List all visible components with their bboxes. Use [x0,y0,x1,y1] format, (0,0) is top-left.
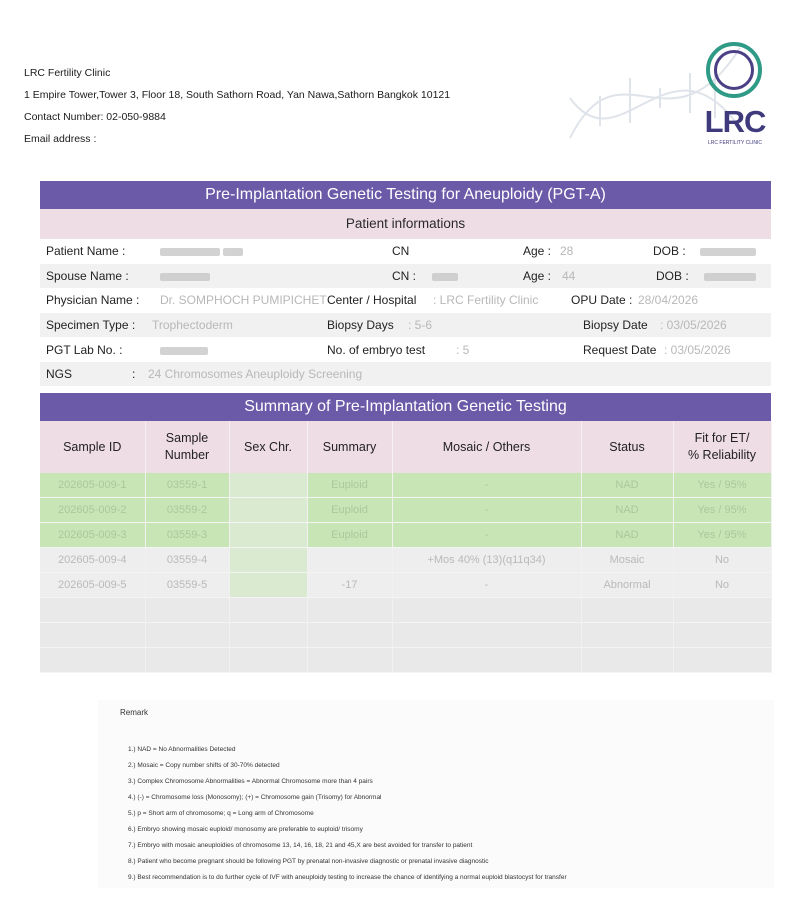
col-summary: Summary [307,421,392,473]
remark-item: 2.) Mosaic = Copy number shifts of 30-70% detected [128,762,280,769]
mosaic-result: - [392,523,581,548]
summary-result: -17 [307,573,392,598]
col-mosaic: Mosaic / Others [392,421,581,473]
opu-date-value: 28/04/2026 [638,293,699,307]
dob-label: DOB : [653,244,686,258]
fit-for-et: No [673,548,771,573]
table-row [40,548,771,573]
section-title: Patient informations [40,209,771,239]
status: NAD [581,473,673,498]
sample-id: 202605-009-1 [40,473,145,498]
clinic-header [24,62,450,150]
sex-chr [229,523,307,548]
specimen-label: Specimen Type : [46,318,136,332]
col-sample-number-line2: Number [164,448,210,462]
sample-number: 03559-4 [145,548,229,573]
summary-title: Summary of Pre-Implantation Genetic Testing [40,393,771,421]
remark-item: 6.) Embryo showing mosaic euploid/ monosomy are preferable to euploid/ trisomy [128,826,363,833]
center-value: : LRC Fertility Clinic [433,293,539,307]
table-row [40,573,771,598]
biopsy-date-value: : 03/05/2026 [660,318,727,332]
embryo-count-value: : 5 [456,343,470,357]
spouse-age-value: 44 [562,269,576,283]
clinic-address: 1 Empire Tower,Tower 3, Floor 18, South Sathorn Road, Yan Nawa,Sathorn Bangkok 10121 [24,89,451,101]
sex-chr [229,573,307,598]
remark-item: 1.) NAD = No Abnormalities Detected [128,746,236,753]
clinic-email: Email address : [24,133,97,145]
fit-for-et: Yes / 95% [673,473,771,498]
fit-for-et: Yes / 95% [673,523,771,548]
remark-item: 9.) Best recommendation is to do further cycle of IVF with aneuploidy testing to increase the chance of identifying a normal euploid blastocyst for transfer [128,874,567,881]
table-row [40,523,771,548]
patient-name-redacted [160,239,243,263]
table-row-empty [40,623,771,648]
clinic-name: LRC Fertility Clinic [24,67,111,79]
status: Mosaic [581,548,673,573]
ngs-colon: : [132,367,136,381]
sex-chr [229,473,307,498]
spouse-cn-redacted [432,264,458,288]
logo-text: LRC [704,104,766,139]
table-row-empty [40,598,771,623]
request-date-label: Request Date [583,343,657,357]
sex-chr [229,548,307,573]
fit-for-et: Yes / 95% [673,498,771,523]
spouse-dob-label: DOB : [656,269,689,283]
logo-subtext: LRC FERTILITY CLINIC [708,140,762,146]
physician-label: Physician Name : [46,293,140,307]
lab-row [40,338,771,362]
summary-result [307,548,392,573]
remark-item: 4.) (-) = Chromosome loss (Monosomy); (+) = Chromosome gain (Trisomy) for Abnormal [128,794,382,801]
logo-inner-icon [714,50,754,90]
lab-number-redacted [160,338,208,362]
mosaic-result: - [392,498,581,523]
spouse-name-label: Spouse Name : [46,269,129,283]
table-header-row [40,421,771,473]
sample-id: 202605-009-5 [40,573,145,598]
summary-result: Euploid [307,523,392,548]
summary-result: Euploid [307,473,392,498]
col-sample-number [145,421,229,473]
lab-number-label: PGT Lab No. : [46,343,123,357]
center-label: Center / Hospital [327,293,417,307]
age-label: Age : [523,244,552,258]
table-row [40,498,771,523]
summary-result: Euploid [307,498,392,523]
col-status: Status [581,421,673,473]
col-sample-number-line1: Sample [165,431,209,445]
ngs-label: NGS [46,367,73,381]
sample-number: 03559-5 [145,573,229,598]
age-value: 28 [560,244,574,258]
biopsy-date-label: Biopsy Date [583,318,648,332]
remark-item: 3.) Complex Chromosome Abnormalities = Abnormal Chromosome more than 4 pairs [128,778,373,785]
dob-redacted [700,239,756,263]
clinic-logo [700,40,768,160]
biopsy-days-value: : 5-6 [408,318,433,332]
request-date-value: : 03/05/2026 [664,343,731,357]
sample-number: 03559-1 [145,473,229,498]
spouse-cn-label: CN : [392,269,416,283]
remark-item: 7.) Embryo with mosaic aneuploidies of chromosome 13, 14, 16, 18, 21 and 45,X are best avoided for transfer to patient [128,842,473,849]
sex-chr [229,498,307,523]
embryo-count-label: No. of embryo test [327,343,426,357]
mosaic-result: - [392,573,581,598]
table-row-empty [40,648,771,673]
fit-for-et: No [673,573,771,598]
report-title: Pre-Implantation Genetic Testing for Aneuploidy (PGT-A) [40,181,771,209]
spouse-dob-redacted [704,264,756,288]
sample-id: 202605-009-4 [40,548,145,573]
physician-row [40,288,771,312]
mosaic-result: - [392,473,581,498]
specimen-value: Trophectoderm [152,318,233,332]
ngs-value: 24 Chromosomes Aneuploidy Screening [148,367,363,381]
col-fit-line2: % Reliability [687,448,757,462]
cn-label: CN [392,244,410,258]
specimen-row [40,313,771,337]
patient-name-label: Patient Name : [46,244,126,258]
remark-item: 5.) p = Short arm of chromosome; q = Long arm of Chromosome [128,810,314,817]
mosaic-result: +Mos 40% (13)(q11q34) [392,548,581,573]
clinic-contact: Contact Number: 02-050-9884 [24,111,166,123]
spouse-row [40,264,771,288]
ngs-row [40,362,771,386]
biopsy-days-label: Biopsy Days [327,318,394,332]
status: Abnormal [581,573,673,598]
spouse-name-redacted [160,264,210,288]
remarks-title: Remark [120,708,149,717]
spouse-age-label: Age : [523,269,552,283]
sample-number: 03559-2 [145,498,229,523]
col-fit-line1: Fit for ET/ [694,431,750,445]
sample-id: 202605-009-2 [40,498,145,523]
col-fit [673,421,771,473]
sample-id: 202605-009-3 [40,523,145,548]
opu-date-label: OPU Date : [571,293,633,307]
status: NAD [581,498,673,523]
status: NAD [581,523,673,548]
patient-row [40,239,771,263]
remarks-list [128,742,567,886]
physician-value: Dr. SOMPHOCH PUMIPICHET [160,293,327,307]
sample-number: 03559-3 [145,523,229,548]
table-row [40,473,771,498]
summary-table [40,421,772,673]
remark-item: 8.) Patient who become pregnant should be following PGT by prenatal non-invasive diagnostic or prenatal invasive diagnostic [128,858,489,865]
col-sex: Sex Chr. [229,421,307,473]
col-sample-id: Sample ID [40,421,145,473]
